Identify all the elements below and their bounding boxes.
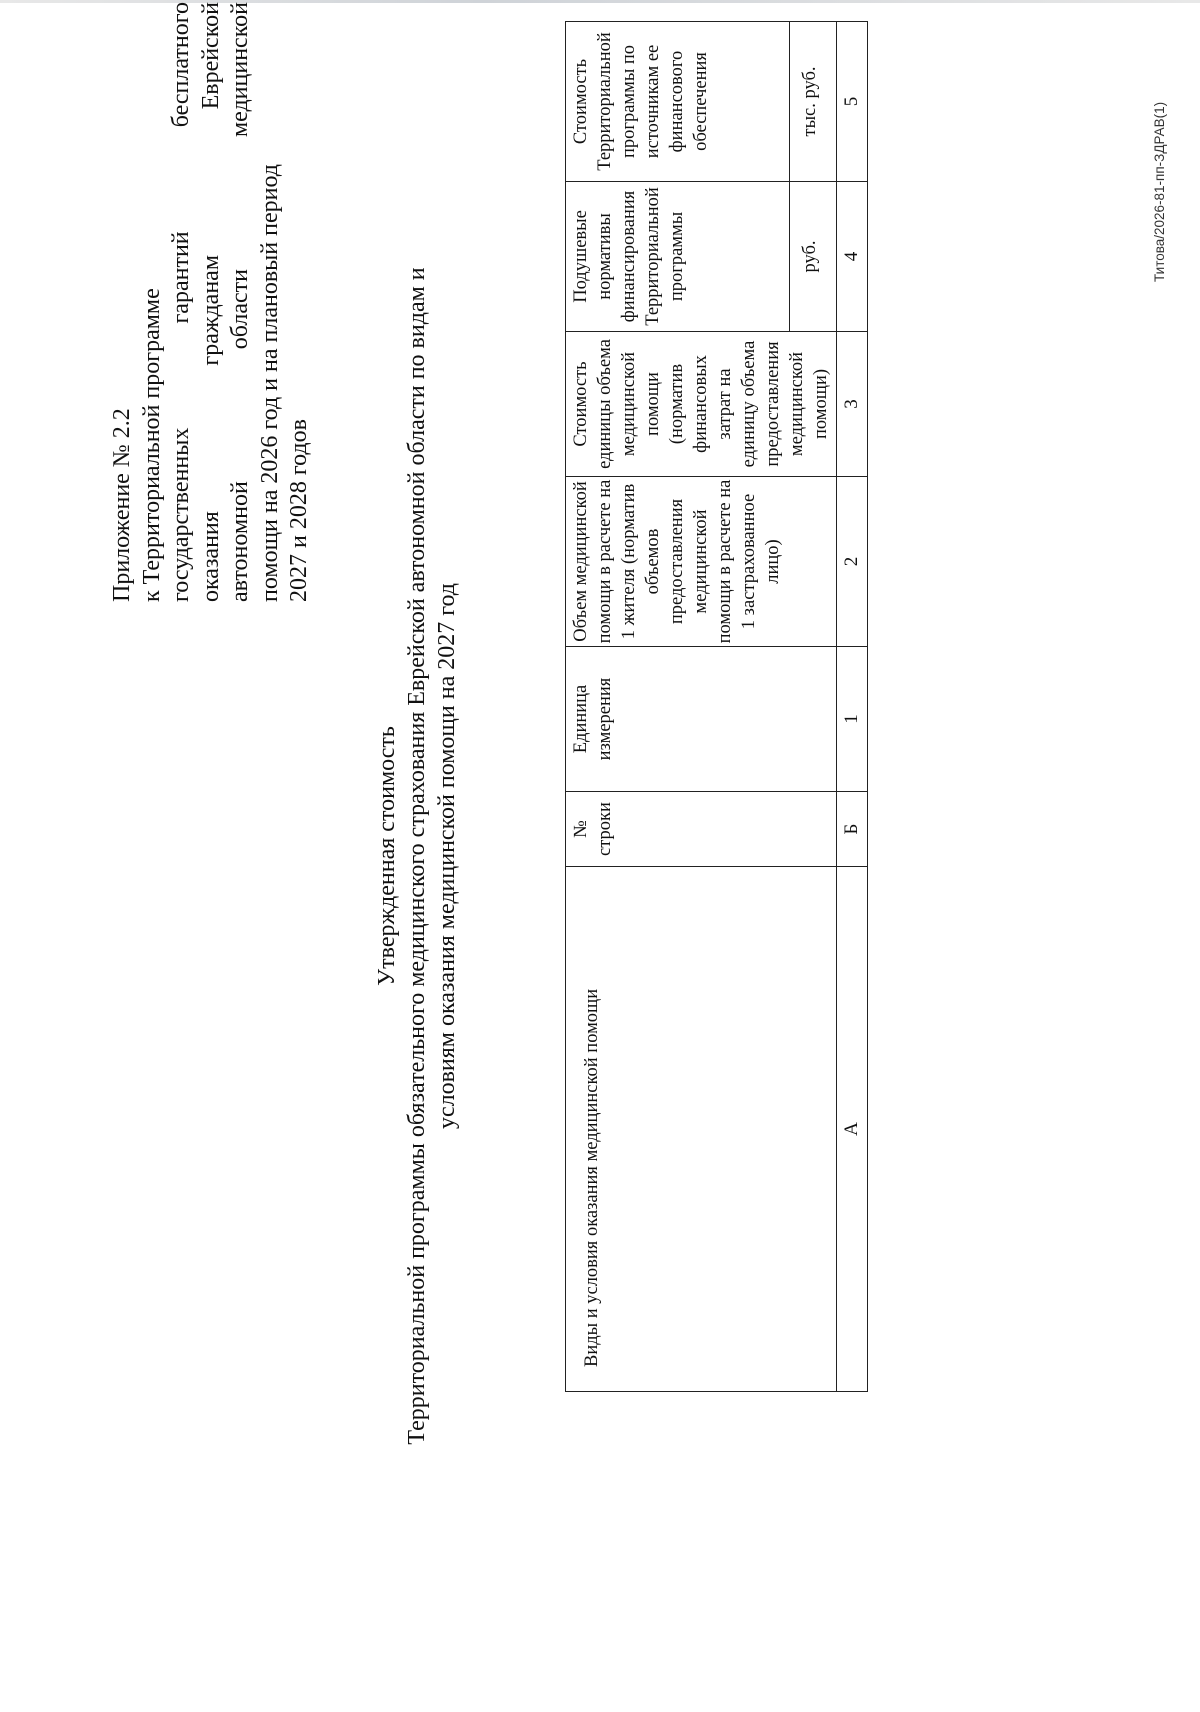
unit-rub: руб.	[790, 182, 837, 332]
cost-table	[565, 21, 868, 1392]
unit-thousand-rub: тыс. руб.	[790, 22, 837, 182]
column-number: А	[837, 867, 868, 1392]
appendix-line: к Территориальной программе	[138, 288, 165, 602]
appendix-line: автономной области медицинской	[227, 2, 253, 602]
column-number: 2	[837, 477, 868, 647]
header-program-cost: Стоимость Территориальной программы по источникам ее финансового обеспечения	[566, 22, 790, 182]
column-number: 3	[837, 332, 868, 477]
header-unit-cost: Стоимость единицы объема медицинской помощи (норматив финансовых затрат на единицу объема предоставления медицинской помощи)	[566, 332, 837, 477]
appendix-line: оказания гражданам Еврейской	[197, 2, 224, 602]
column-number: 5	[837, 22, 868, 182]
appendix-number: Приложение № 2.2	[109, 408, 135, 602]
header-unit: Единица измерения	[566, 647, 837, 792]
header-per-capita: Подушевые нормативы финансирования Территориальной программы	[566, 182, 790, 332]
table-column-numbers	[837, 22, 868, 1392]
header-volume: Объем медицинской помощи в расчете на 1 жителя (норматив объемов предоставления медицинской помощи в расчете на 1 застрахованное лицо)	[566, 477, 837, 647]
column-number: 1	[837, 647, 868, 792]
table-header-row	[566, 22, 790, 1392]
document-title	[372, 0, 462, 1712]
appendix-line: 2027 и 2028 годов	[286, 419, 312, 602]
column-number: Б	[837, 792, 868, 867]
document-code: Титова/2026-81-пп-ЗДРАВ(1)	[1152, 101, 1167, 282]
title-line: Утвержденная стоимость	[374, 726, 400, 986]
appendix-note	[108, 2, 315, 602]
appendix-line: государственных гарантий бесплатного	[168, 2, 194, 602]
appendix-line: помощи на 2026 год и на плановый период	[256, 164, 283, 602]
title-line: условиям оказания медицинской помощи на 2027 год	[434, 582, 460, 1130]
title-line: Территориальной программы обязательного медицинского страхования Еврейской автономной области по видам и	[404, 267, 430, 1445]
header-row-number: № строки	[566, 792, 837, 867]
column-number: 4	[837, 182, 868, 332]
header-type-of-care: Виды и условия оказания медицинской помощи	[566, 867, 837, 1392]
